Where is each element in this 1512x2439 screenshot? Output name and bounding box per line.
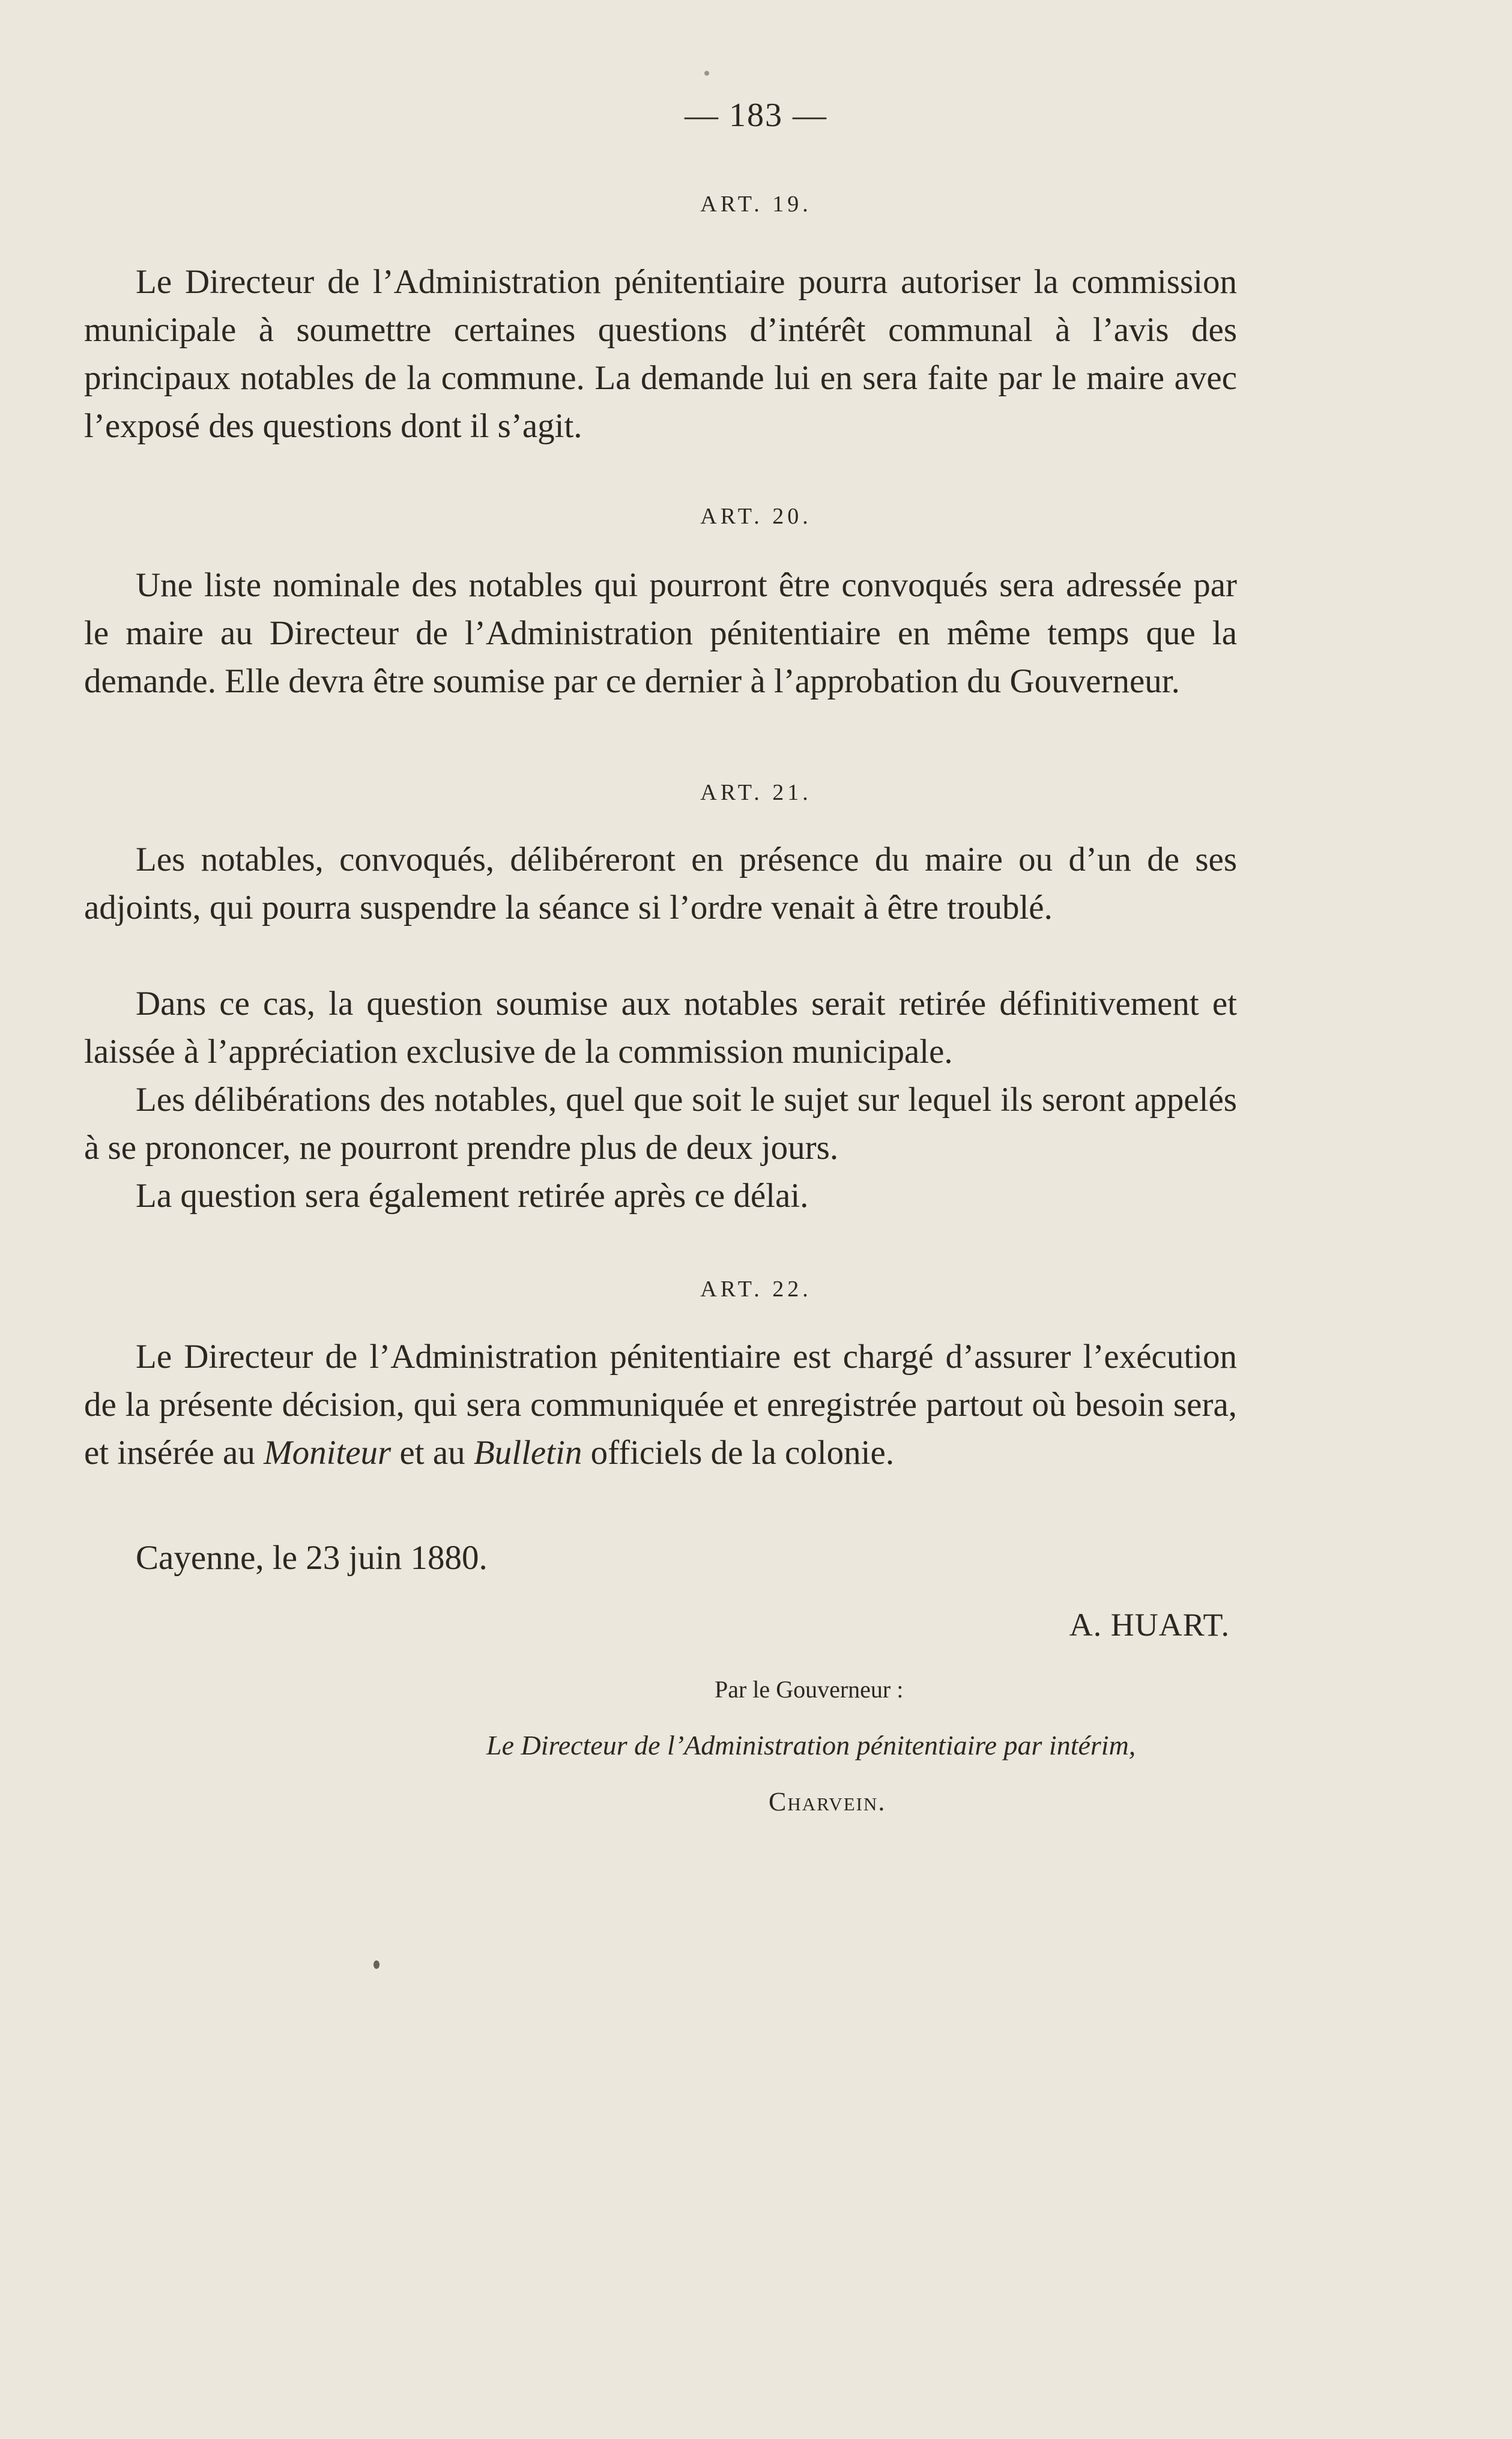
- director-line: Le Directeur de l’Administration pénitentiaire par intérim,: [486, 1730, 1136, 1760]
- article-heading-22: ART. 22.: [700, 1277, 812, 1302]
- ink-speck: [373, 1960, 380, 1969]
- article-19-paragraph: Le Directeur de l’Administration pénitentiaire pourra autoriser la commission municipale à soumettre certaines questions d’intérêt communal à l’avis des principaux notables de la commune. La demande lui en sera faite par le maire avec l’exposé des questions dont il s’agit.: [84, 263, 1237, 445]
- countersign: Charvein.: [769, 1787, 886, 1816]
- signature: A. HUART.: [1069, 1607, 1230, 1643]
- par-le-gouverneur: Par le Gouverneur :: [715, 1676, 904, 1703]
- article-21-paragraph-1: Les notables, convoqués, délibéreront en présence du maire ou d’un de ses adjoints, qui pourra suspendre la séance si l’ordre venait à être troublé.: [84, 841, 1237, 926]
- article-21-paragraph-3: Les délibérations des notables, quel que soit le sujet sur lequel ils seront appelés à se prononcer, ne pourront prendre plus de deux jours.: [84, 1081, 1237, 1167]
- article-heading-19: ART. 19.: [700, 192, 812, 217]
- place-date: Cayenne, le 23 juin 1880.: [136, 1539, 488, 1577]
- article-heading-20: ART. 20.: [700, 504, 812, 529]
- bulletin-title: Bulletin: [473, 1434, 582, 1472]
- ink-speck: [704, 71, 709, 76]
- article-21-paragraph-2: Dans ce cas, la question soumise aux notables serait retirée définitivement et laissée à l’appréciation exclusive de la commission municipale.: [84, 985, 1237, 1071]
- article-heading-21: ART. 21.: [700, 780, 812, 805]
- article-22-paragraph: Le Directeur de l’Administration pénitentiaire est chargé d’assurer l’exécution de la présente décision, qui sera communiquée et enregistrée partout où besoin sera, et insérée au Moniteur et au Bulletin officiels de la colonie.: [84, 1338, 1237, 1472]
- article-20-paragraph: Une liste nominale des notables qui pourront être convoqués sera adressée par le maire au Directeur de l’Administration pénitentiaire en même temps que la demande. Elle devra être soumise par ce dernier à l’approbation du Gouverneur.: [84, 566, 1237, 700]
- moniteur-title: Moniteur: [264, 1434, 392, 1472]
- article-21-paragraph-4: La question sera également retirée après ce délai.: [136, 1177, 809, 1215]
- page-number: — 183 —: [685, 97, 827, 134]
